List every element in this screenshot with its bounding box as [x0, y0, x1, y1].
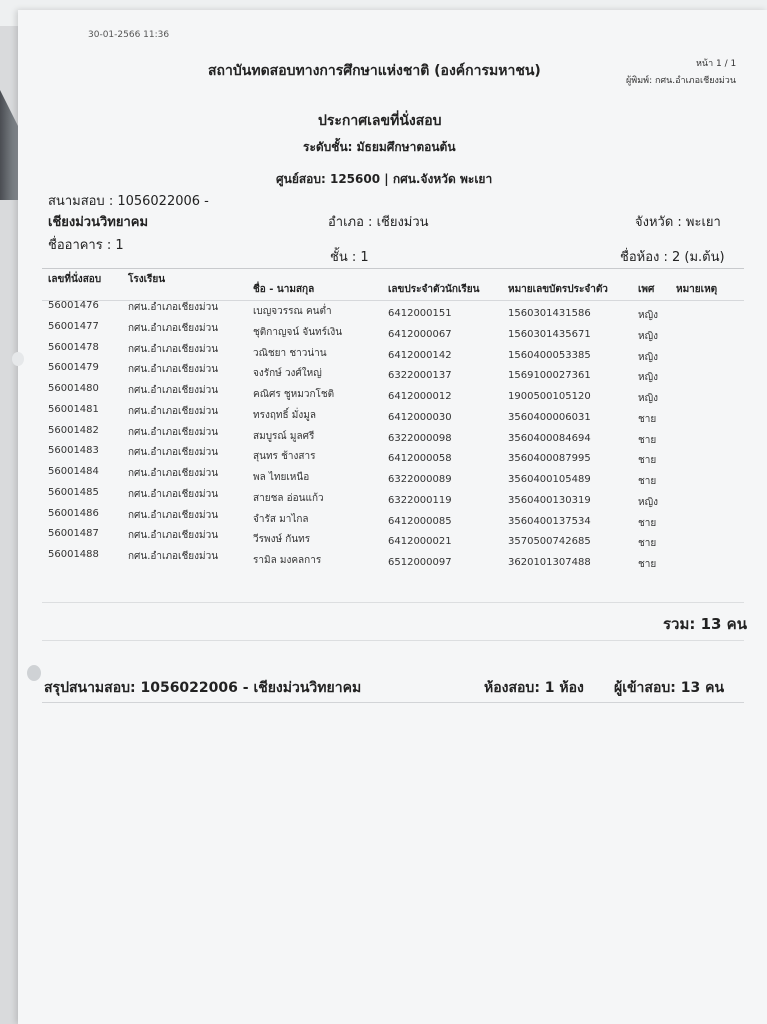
table-bottom-divider	[42, 602, 744, 603]
table-cell: กศน.อำเภอเชียงม่วน	[128, 509, 219, 521]
table-cell: 56001483	[48, 445, 99, 457]
table-cell: 6412000085	[388, 515, 452, 527]
table-cell: หญิง	[638, 393, 658, 404]
table-cell: หญิง	[638, 310, 658, 321]
table-cell: 56001476	[48, 300, 99, 311]
print-date: 30-01-2566 11:36	[88, 30, 170, 40]
table-cell: คณิศร ชูหมวกโชติ	[253, 389, 335, 400]
building: ชื่ออาคาร : 1	[48, 238, 124, 253]
printer-label: ผู้พิมพ์: กศน.อำเภอเชียงม่วน	[626, 76, 737, 86]
table-cell: 3560400006031	[508, 411, 591, 423]
total-count: รวม: 13 คน	[663, 615, 747, 633]
table-cell: 6412000142	[388, 349, 452, 361]
summary-field: สรุปสนามสอบ: 1056022006 - เชียงม่วนวิทยาคม	[44, 680, 362, 696]
table-cell: 3560400105489	[508, 474, 591, 485]
table-cell: จงรักษ์ วงศ์ใหญ่	[253, 368, 322, 380]
table-cell: 6512000097	[388, 557, 452, 568]
table-cell: 56001484	[48, 466, 99, 477]
table-cell: กศน.อำเภอเชียงม่วน	[128, 468, 219, 479]
table-cell: 56001488	[48, 549, 99, 560]
table-cell: 3620101307488	[508, 557, 591, 568]
table-cell: 3560400084694	[508, 432, 591, 444]
table-cell: 56001477	[48, 320, 99, 332]
table-cell: ชาย	[638, 434, 657, 446]
table-cell: หญิง	[638, 496, 658, 508]
table-cell: 1560400053385	[508, 349, 591, 361]
table-cell: ชาย	[638, 413, 657, 425]
table-cell: 1900500105120	[508, 391, 591, 402]
table-cell: หญิง	[638, 330, 658, 342]
organization-title: สถาบันทดสอบทางการศึกษาแห่งชาติ (องค์การมหาชน)	[208, 63, 541, 79]
district: อำเภอ : เชียงม่วน	[328, 215, 429, 230]
table-cell: 6412000151	[388, 308, 452, 319]
table-cell: กศน.อำเภอเชียงม่วน	[128, 405, 219, 417]
province: จังหวัด : พะเยา	[635, 215, 721, 230]
table-cell: 6412000030	[388, 411, 452, 423]
table-cell: ชาย	[638, 476, 657, 487]
table-cell: กศน.อำเภอเชียงม่วน	[128, 322, 219, 334]
table-cell: 56001480	[48, 383, 99, 394]
document-sheet	[18, 10, 767, 1024]
table-cell: ชุติกาญจน์ จันทร์เงิน	[253, 326, 343, 338]
table-cell: 6322000137	[388, 370, 452, 382]
page-number: หน้า 1 / 1	[696, 59, 737, 69]
table-cell: วีรพงษ์ กันทร	[253, 534, 311, 546]
column-header: เลขที่นั่งสอบ	[48, 274, 102, 285]
table-cell: กศน.อำเภอเชียงม่วน	[128, 551, 219, 562]
table-cell: ชาย	[638, 517, 657, 529]
table-cell: 56001482	[48, 424, 99, 436]
table-cell: หญิง	[638, 372, 658, 384]
column-header: โรงเรียน	[128, 274, 166, 285]
exam-center: ศูนย์สอบ: 125600 | กศน.จังหวัด พะเยา	[276, 172, 493, 186]
table-cell: กศน.อำเภอเชียงม่วน	[128, 302, 219, 313]
table-cell: กศน.อำเภอเชียงม่วน	[128, 488, 219, 500]
table-cell: 1569100027361	[508, 370, 591, 382]
document-title: ประกาศเลขที่นั่งสอบ	[318, 113, 442, 129]
table-cell: กศน.อำเภอเชียงม่วน	[128, 364, 219, 376]
exam-field-name: เชียงม่วนวิทยาคม	[48, 215, 149, 230]
column-header: ชื่อ - นามสกุล	[253, 284, 315, 295]
table-cell: 1560301431586	[508, 308, 591, 319]
column-header: เพศ	[638, 284, 655, 295]
table-cell: พล ไทยเหนือ	[253, 472, 310, 483]
table-cell: หญิง	[638, 351, 658, 363]
table-cell: ชาย	[638, 455, 657, 467]
punch-hole	[27, 665, 41, 681]
table-cell: ชาย	[638, 538, 657, 550]
table-cell: 56001487	[48, 528, 99, 540]
table-cell: 6412000021	[388, 536, 452, 548]
table-cell: กศน.อำเภอเชียงม่วน	[128, 385, 219, 396]
level-label: ระดับชั้น: มัธยมศึกษาตอนต้น	[303, 140, 456, 154]
table-cell: วณิชยา ชาวน่าน	[253, 347, 327, 359]
table-cell: 6412000067	[388, 328, 452, 340]
table-cell: สายชล อ่อนแก้ว	[253, 492, 324, 504]
table-cell: ทรงฤทธิ์ มั่งมูล	[253, 409, 316, 421]
column-header: หมายเลขบัตรประจำตัว	[508, 284, 608, 295]
summary-rooms: ห้องสอบ: 1 ห้อง	[484, 680, 584, 696]
table-cell: 6322000098	[388, 432, 452, 444]
table-cell: 3560400137534	[508, 515, 591, 527]
room-name: ชื่อห้อง : 2 (ม.ต้น)	[620, 250, 725, 265]
table-cell: 3570500742685	[508, 536, 591, 548]
table-cell: กศน.อำเภอเชียงม่วน	[128, 530, 219, 542]
table-cell: สมบูรณ์ มูลศรี	[253, 430, 315, 442]
header-divider	[42, 268, 744, 269]
summary-divider	[42, 702, 744, 703]
table-cell: 56001481	[48, 403, 99, 415]
punch-hole	[12, 352, 24, 366]
table-cell: ชาย	[638, 559, 657, 570]
table-cell: กศน.อำเภอเชียงม่วน	[128, 343, 219, 355]
table-cell: กศน.อำเภอเชียงม่วน	[128, 447, 219, 459]
table-cell: รามิล มงคลการ	[253, 555, 322, 566]
table-cell: 56001478	[48, 341, 99, 353]
column-header: เลขประจำตัวนักเรียน	[388, 284, 480, 295]
column-header: หมายเหตุ	[676, 284, 718, 295]
floor: ชั้น : 1	[330, 250, 369, 265]
table-cell: 6322000089	[388, 474, 452, 485]
table-cell: เบญจวรรณ คนต่ำ	[253, 306, 332, 317]
exam-field-code: สนามสอบ : 1056022006 -	[48, 194, 209, 209]
table-cell: 56001485	[48, 486, 99, 498]
total-divider	[42, 640, 744, 641]
table-cell: 6412000012	[388, 391, 452, 402]
table-cell: จำรัส มาไกล	[253, 513, 309, 525]
table-cell: 6412000058	[388, 453, 452, 465]
table-cell: 3560400130319	[508, 494, 591, 506]
table-cell: สุนทร ช้างสาร	[253, 451, 316, 463]
table-cell: 3560400087995	[508, 453, 591, 465]
table-cell: 6322000119	[388, 494, 452, 506]
table-cell: กศน.อำเภอเชียงม่วน	[128, 426, 219, 438]
table-cell: 56001486	[48, 507, 99, 519]
summary-examinees: ผู้เข้าสอบ: 13 คน	[614, 680, 725, 696]
table-cell: 1560301435671	[508, 328, 591, 340]
table-cell: 56001479	[48, 362, 99, 374]
